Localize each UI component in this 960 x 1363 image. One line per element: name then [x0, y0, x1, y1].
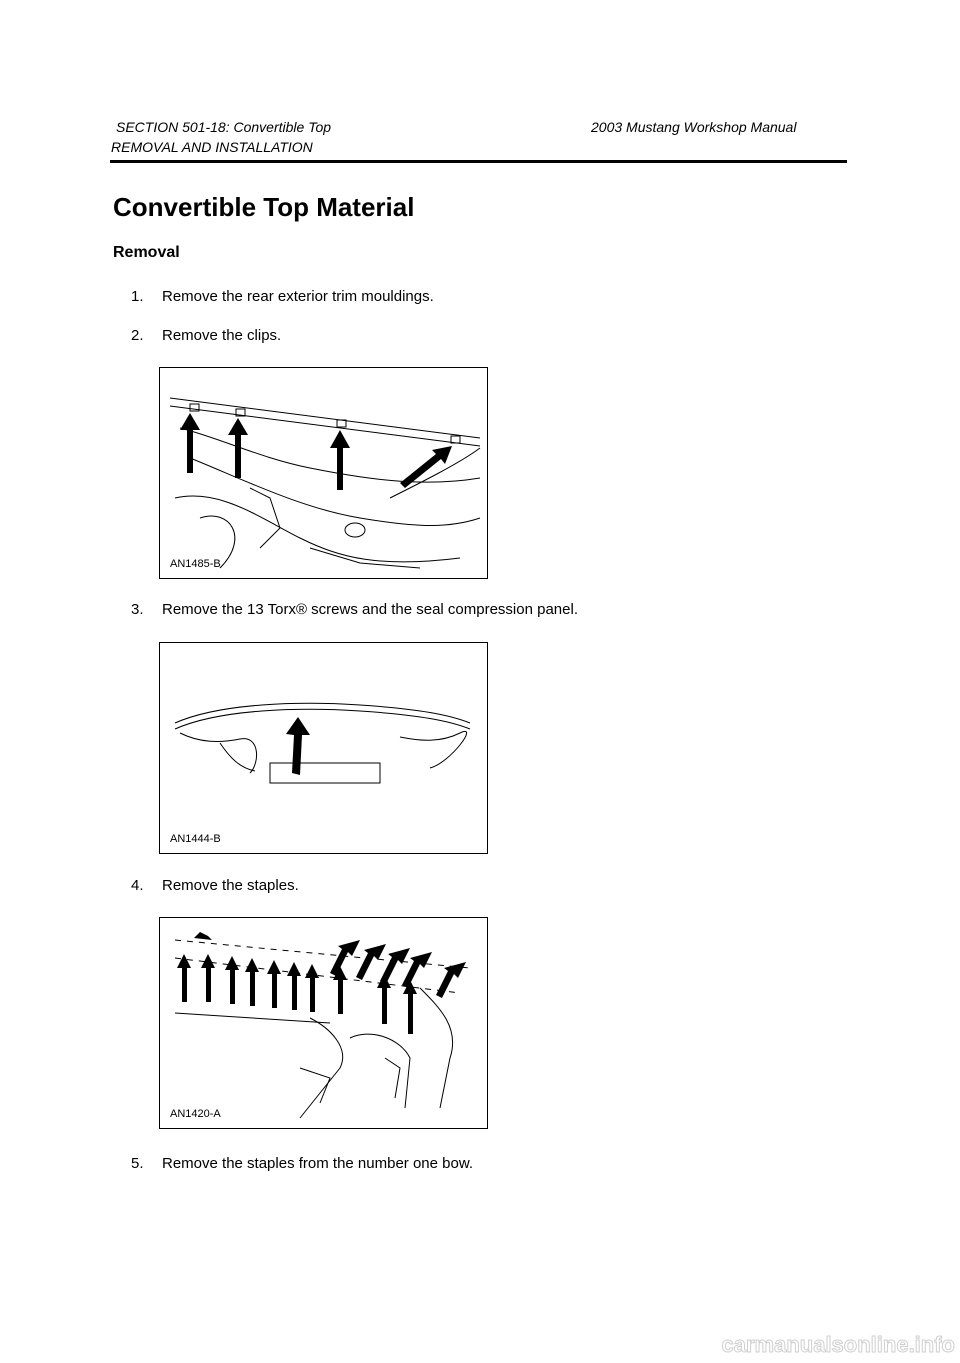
step-text: Remove the staples from the number one bow.: [162, 1155, 474, 1172]
figure-label: AN1485-B: [170, 558, 221, 570]
staples-illustration: [160, 918, 487, 1128]
step-number: 1.: [131, 288, 144, 305]
step-1: [131, 288, 434, 305]
figure-seal-compression-panel: [159, 642, 488, 854]
watermark-logo: [0, 1330, 960, 1358]
section-header: SECTION 501-18: Convertible Top: [116, 119, 332, 135]
step-text: Remove the staples.: [162, 877, 299, 894]
figure-clips: [159, 367, 488, 579]
step-4: [131, 877, 299, 894]
step-number: 5.: [131, 1155, 144, 1172]
document-subheading: REMOVAL AND INSTALLATION: [111, 139, 313, 155]
watermark: [0, 1330, 960, 1358]
step-3: [131, 601, 578, 618]
step-text: Remove the 13 Torx® screws and the seal compression panel.: [162, 601, 578, 618]
seal-panel-illustration: [160, 643, 487, 853]
page-title: Convertible Top Material: [113, 192, 415, 222]
manual-title: 2003 Mustang Workshop Manual: [591, 119, 797, 135]
figure-staples: [159, 917, 488, 1129]
removal-heading: Removal: [113, 244, 180, 261]
step-number: 4.: [131, 877, 144, 894]
header-rule: [110, 160, 847, 163]
svg-text:carmanualsonline.info: carmanualsonline.info: [721, 1332, 955, 1357]
step-text: Remove the clips.: [162, 327, 282, 344]
step-text: Remove the rear exterior trim mouldings.: [162, 288, 434, 305]
figure-label: AN1444-B: [170, 833, 221, 845]
step-5: [131, 1155, 473, 1172]
step-2: [131, 327, 281, 344]
figure-label: AN1420-A: [170, 1108, 221, 1120]
step-number: 2.: [131, 327, 144, 344]
clips-illustration: [160, 368, 487, 578]
step-number: 3.: [131, 601, 144, 618]
